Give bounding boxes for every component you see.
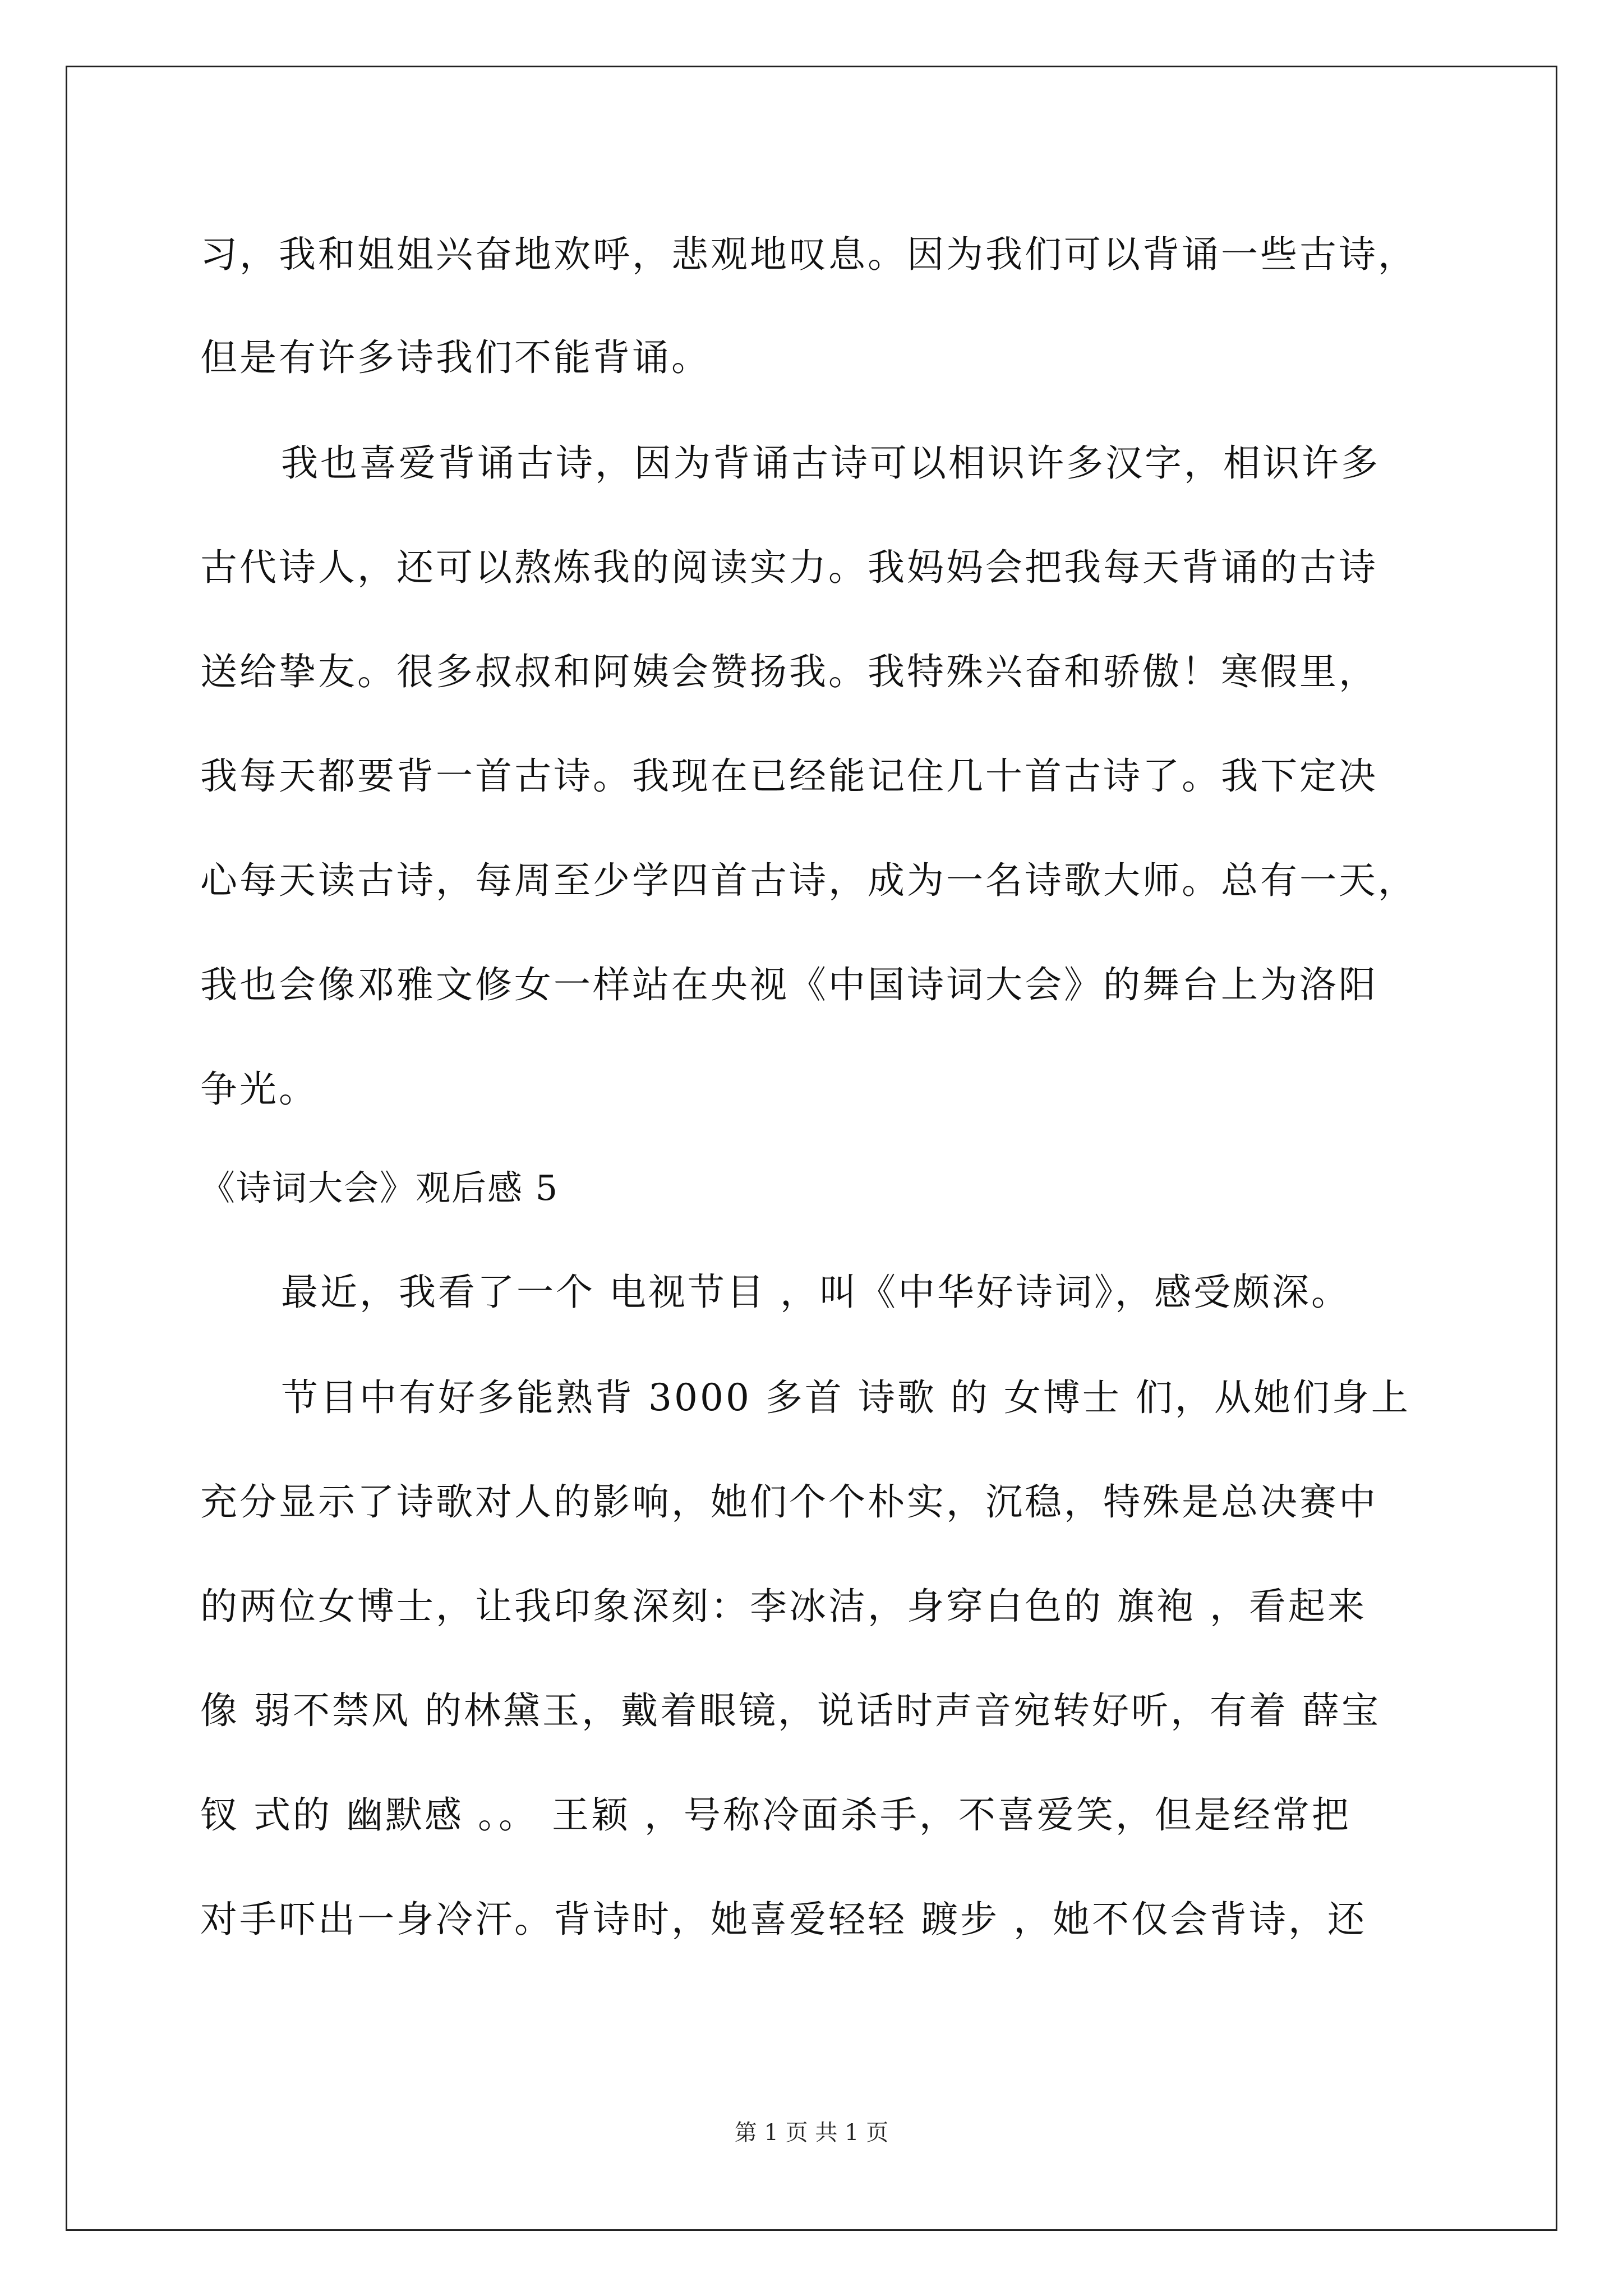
paragraph-2-line-4: 我每天都要背一首古诗。我现在已经能记住几十首古诗了。我下定决: [200, 754, 1378, 798]
paragraph-1-line-2: 但是有许多诗我们不能背诵。: [200, 336, 711, 379]
paragraph-4-line-4: 像 弱不禁风 的林黛玉，戴着眼镜，说话时声音宛转好听，有着 薛宝: [200, 1689, 1381, 1732]
paragraph-4-line-1: 节目中有好多能熟背 3000 多首 诗歌 的 女博士 们，从她们身上: [281, 1376, 1410, 1419]
page-number-footer: 第 1 页 共 1 页: [734, 2120, 889, 2146]
paragraph-4-line-2: 充分显示了诗歌对人的影响，她们个个朴实，沉稳，特殊是总决赛中: [200, 1480, 1378, 1524]
paragraph-2-line-5: 心每天读古诗，每周至少学四首古诗，成为一名诗歌大师。总有一天，: [200, 859, 1417, 902]
paragraph-1-line-1: 习，我和姐姐兴奋地欢呼，悲观地叹息。因为我们可以背诵一些古诗，: [200, 233, 1417, 276]
paragraph-2-line-3: 送给挚友。很多叔叔和阿姨会赞扬我。我特殊兴奋和骄傲！寒假里，: [200, 650, 1378, 693]
paragraph-4-line-5: 钗 式的 幽默感 。。 王颖 ，号称冷面杀手，不喜爱笑，但是经常把: [200, 1793, 1351, 1837]
paragraph-3-line-1: 最近，我看了一个 电视节目 ，叫《中华好诗词》，感受颇深。: [281, 1271, 1350, 1314]
paragraph-4-line-6: 对手吓出一身冷汗。背诗时，她喜爱轻轻 踱步 ，她不仅会背诗，还: [200, 1898, 1367, 1941]
section-heading: 《诗词大会》观后感 5: [200, 1167, 559, 1208]
paragraph-2-line-7: 争光。: [200, 1068, 318, 1111]
paragraph-2-line-6: 我也会像邓雅文修女一样站在央视《中国诗词大会》的舞台上为洛阳: [200, 963, 1378, 1006]
paragraph-2-line-2: 古代诗人，还可以熬炼我的阅读实力。我妈妈会把我每天背诵的古诗: [200, 546, 1378, 589]
paragraph-2-line-1: 我也喜爱背诵古诗，因为背诵古诗可以相识许多汉字，相识许多: [281, 441, 1380, 485]
paragraph-4-line-3: 的两位女博士，让我印象深刻：李冰洁，身穿白色的 旗袍 ，看起来: [200, 1585, 1367, 1628]
